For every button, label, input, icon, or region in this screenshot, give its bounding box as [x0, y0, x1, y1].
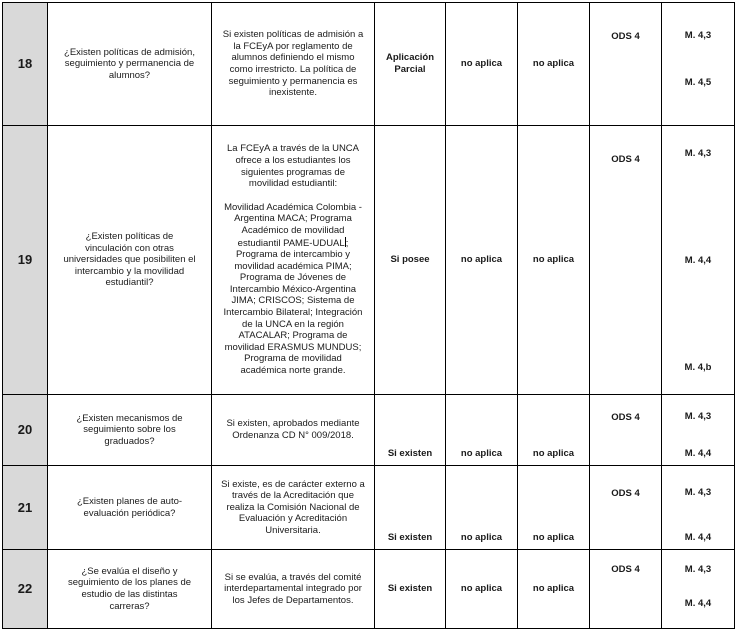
- question-cell: ¿Existen políticas de vinculación con otras universidades que posibiliten el intercambio y la movilidad estudiantil?: [48, 126, 212, 395]
- goals-cell: [662, 3, 735, 126]
- programs-text-b: ; Programa de intercambio y movilidad académica PIMA; Programa de Jóvenes de Intercambio México-Argentina JIMA; CRISCOS; Sistema de Intercambio Bilateral; Integración de la UNCA en la región ATACALAR; Programa de movilidad ERASMUS MUNDUS; Programa de movilidad académica norte grande.: [223, 237, 363, 377]
- ods-cell: ODS 4: [590, 126, 662, 395]
- table-row-21: [3, 466, 735, 550]
- table-row-20: [3, 395, 735, 466]
- description-intro: La FCEyA a través de la UNCA ofrece a los estudiantes los siguientes programas de movilidad estudiantil:: [227, 143, 359, 190]
- goals-cell: [662, 466, 735, 550]
- applicability-cell-2: no aplica: [518, 3, 590, 126]
- status-cell: Si posee: [375, 126, 446, 395]
- goal-label: M. 4,3: [684, 30, 712, 41]
- status-cell: Si existen: [375, 395, 446, 466]
- goal-label: M. 4,3: [684, 411, 712, 422]
- goal-label: M. 4,4: [684, 448, 712, 460]
- programs-list: [220, 202, 366, 377]
- description-cell: Si existe, es de carácter externo a través de la Acreditación que realiza la Comisión Nacional de Evaluación y Acreditación Universitaria.: [212, 466, 375, 550]
- row-number: 22: [3, 550, 48, 629]
- goal-label: M. 4,3: [684, 564, 712, 575]
- ods-cell: ODS 4: [590, 395, 662, 466]
- applicability-cell: no aplica: [446, 466, 518, 550]
- applicability-cell-2: no aplica: [518, 126, 590, 395]
- status-cell: Aplicación Parcial: [375, 3, 446, 126]
- row-number: 18: [3, 3, 48, 126]
- goal-label: M. 4,4: [684, 255, 712, 267]
- goals-cell: [662, 550, 735, 629]
- status-cell: Si existen: [375, 550, 446, 629]
- question-cell: ¿Se evalúa el diseño y seguimiento de los planes de estudio de las distintas carreras?: [48, 550, 212, 629]
- goal-label: M. 4,4: [684, 598, 712, 610]
- programs-text-a: Movilidad Académica Colombia - Argentina MACA; Programa Académico de movilidad estudiantil PAME-UDUAL: [224, 201, 362, 249]
- status-cell: Si existen: [375, 466, 446, 550]
- question-cell: ¿Existen mecanismos de seguimiento sobre los graduados?: [48, 395, 212, 466]
- question-cell: ¿Existen planes de auto-evaluación periódica?: [48, 466, 212, 550]
- table-row-22: [3, 550, 735, 629]
- description-cell: [212, 126, 375, 395]
- applicability-cell-2: no aplica: [518, 466, 590, 550]
- ods-cell: ODS 4: [590, 466, 662, 550]
- description-cell: Si existen políticas de admisión a la FCEyA por reglamento de alumnos definiendo el mismo como irrestricto. La política de seguimiento y permanencia es inexistente.: [212, 3, 375, 126]
- applicability-cell: no aplica: [446, 395, 518, 466]
- ods-cell: ODS 4: [590, 3, 662, 126]
- indicators-table: [2, 2, 735, 629]
- goal-label: M. 4,3: [684, 148, 712, 159]
- description-cell: Si se evalúa, a través del comité interdepartamental integrado por los Jefes de Departamentos.: [212, 550, 375, 629]
- goal-label: M. 4,5: [684, 77, 712, 89]
- row-number: 21: [3, 466, 48, 550]
- question-cell: ¿Existen políticas de admisión, seguimiento y permanencia de alumnos?: [48, 3, 212, 126]
- goals-cell: [662, 395, 735, 466]
- applicability-cell-2: no aplica: [518, 550, 590, 629]
- goal-label: M. 4,3: [684, 487, 712, 498]
- applicability-cell: no aplica: [446, 126, 518, 395]
- table-row-19: [3, 126, 735, 395]
- applicability-cell-2: no aplica: [518, 395, 590, 466]
- row-number: 20: [3, 395, 48, 466]
- goals-cell: [662, 126, 735, 395]
- table-row-18: [3, 3, 735, 126]
- ods-cell: ODS 4: [590, 550, 662, 629]
- description-cell: Si existen, aprobados mediante Ordenanza CD N° 009/2018.: [212, 395, 375, 466]
- row-number: 19: [3, 126, 48, 395]
- applicability-cell: no aplica: [446, 550, 518, 629]
- applicability-cell: no aplica: [446, 3, 518, 126]
- goal-label: M. 4,4: [684, 532, 712, 544]
- goal-label: M. 4,b: [684, 362, 712, 374]
